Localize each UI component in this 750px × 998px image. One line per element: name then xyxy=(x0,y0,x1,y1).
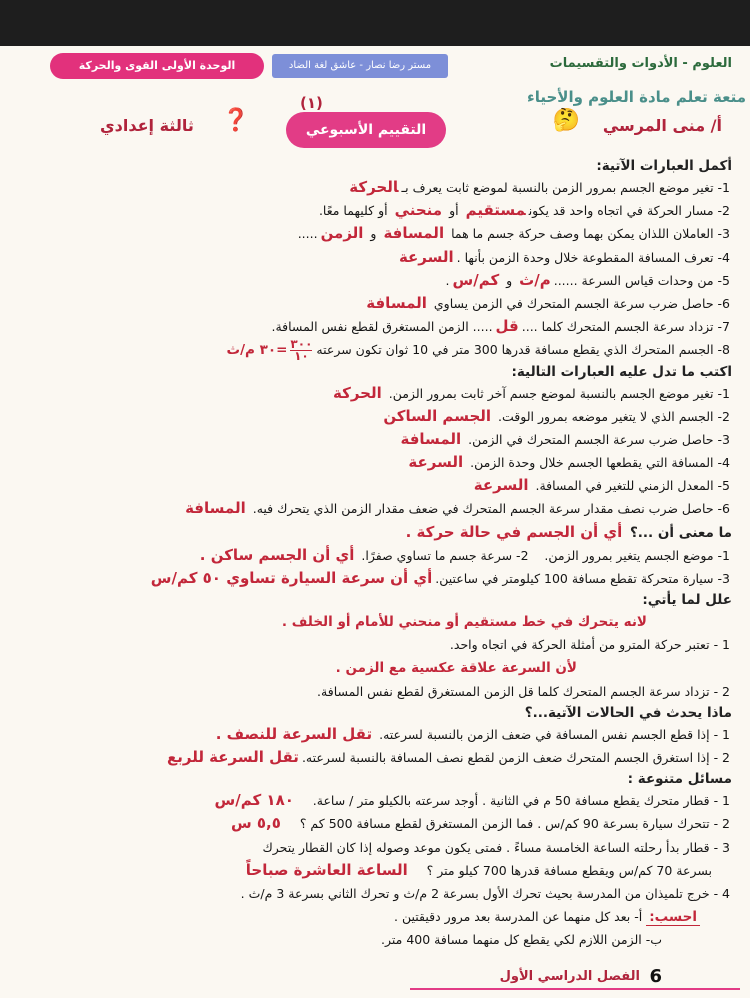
fraction: $\frac{٣٠٠}{١٠}$ xyxy=(290,338,313,362)
section-title-what-happens: ماذا يحدث في الحالات الآتية...؟ xyxy=(524,704,732,721)
header-subject: العلوم - الأدوات والتقسيمات xyxy=(549,56,732,71)
section-title-reason: علل لما يأتي: xyxy=(642,592,732,608)
assessment-number: (١) xyxy=(300,94,323,112)
list-item: 3 - قطار بدأ رحلته الساعة الخامسة مساءً . فمتى يكون موعد وصوله إذا كان القطار يتحرك xyxy=(262,839,730,855)
list-item: 1 - تعتبر حركة المترو من أمثلة الحركة في اتجاه واحد. xyxy=(449,637,730,653)
list-item: 1 - قطار متحرك يقطع مسافة 50 م في الثانية . أوجد سرعته بالكيلو متر / ساعة. ١٨٠ كم/س xyxy=(214,791,730,810)
section-title-meaning: ما معنى أن ...؟ أي أن الجسم في حالة حركة . xyxy=(405,522,732,541)
list-item: 3- العاملان اللذان يمكن بهما وصف حركة جسم ما هما المسافة و الزمن..... xyxy=(297,224,730,243)
list-item: 2- الجسم الذي لا يتغير موضعه بمرور الوقت. الجسم الساكن xyxy=(383,406,730,425)
term-label: الفصل الدراسي الأول xyxy=(499,969,640,984)
teacher-name: أ/ منى المرسي xyxy=(602,116,722,135)
list-item: 5- من وحدات قياس السرعة ......م/ث و كم/س. xyxy=(445,270,730,289)
list-item: 3- سيارة متحركة تقطع مسافة 100 كيلومتر في ساعتين.أي أن سرعة السيارة تساوي ٥٠ كم/س xyxy=(150,568,730,587)
list-item-answer: لأن السرعة علاقة عكسية مع الزمن . xyxy=(335,660,577,677)
list-item: 2 - إذا استغرق الجسم المتحرك ضعف الزمن لقطع نصف المسافة بالنسبة لسرعته.تقل السرعة للربع xyxy=(166,747,730,766)
list-item-answer: لانه يتحرك في خط مستقيم أو منحني للأمام أو الخلف . xyxy=(281,614,647,630)
list-item: 1- موضع الجسم يتغير بمرور الزمن. 2- سرعة جسم ما تساوي صفرًا. أي أن الجسم ساكن . xyxy=(199,545,730,564)
list-item: 5- المعدل الزمني للتغير في المسافة. السرعة xyxy=(473,476,730,495)
list-item: 2 - تزداد سرعة الجسم المتحرك كلما قل الزمن المستغرق لقطع نفس المسافة. xyxy=(317,683,730,699)
dark-top-strip xyxy=(0,0,750,46)
list-item: 8- الجسم المتحرك الذي يقطع مسافة قدرها 300 متر في 10 ثوان تكون سرعته $\frac{٣٠٠}{١٠}$ =٣٠ م/ث xyxy=(226,338,730,362)
page-number: 6 xyxy=(649,966,662,987)
list-item: 1 - إذا قطع الجسم نفس المسافة في ضعف الزمن بالنسبة لسرعته. تقل السرعة للنصف . xyxy=(215,724,730,743)
list-item: احسب: أ- بعد كل منهما عن المدرسة بعد مرور دقيقتين . xyxy=(14,905,740,928)
thinking-figure-icon: 🤔 xyxy=(552,108,580,133)
list-item: 4- تعرف المسافة المقطوعة خلال وحدة الزمن بأنها .السرعة xyxy=(398,247,730,266)
section-title-problems: مسائل متنوعة : xyxy=(627,771,732,788)
list-item: 7- تزداد سرعة الجسم المتحرك كلما ....قل..... الزمن المستغرق لقطع نفس المسافة. xyxy=(271,317,730,336)
section-title-complete: أكمل العبارات الآتية: xyxy=(596,158,732,174)
grade-label: ثالثة إعدادي xyxy=(100,116,194,135)
list-item: بسرعة 70 كم/س ويقطع مسافة قدرها 700 كيلو متر ؟ الساعة العاشرة صباحاً xyxy=(245,860,712,879)
footer-band xyxy=(410,988,740,990)
worksheet-body xyxy=(14,156,740,951)
list-item: 6- حاصل ضرب نصف مقدار سرعة الجسم المتحرك في ضعف مقدار الزمن الذي يتحرك فيه. المسافة xyxy=(185,499,730,518)
header-author-badge: مستر رضا نصار - عاشق لغة الضاد xyxy=(272,54,448,78)
assessment-title-badge: التقييم الأسبوعي xyxy=(286,112,446,148)
list-item: 4 - خرج تلميذان من المدرسة بحيث تحرك الأول بسرعة 2 م/ث و تحرك الثاني بسرعة 3 م/ث . xyxy=(240,885,730,901)
page-footer xyxy=(410,966,740,990)
question-figure-icon: ❓ xyxy=(222,108,250,133)
list-item: 2 - تتحرك سيارة بسرعة 90 كم/س . فما الزمن المستغرق لقطع مسافة 500 كم ؟ ٥,٥ س xyxy=(230,814,730,833)
list-item: 1- تغير موضع الجسم بالنسبة لموضع جسم آخر ثابت بمرور الزمن. الحركة xyxy=(333,383,730,402)
list-item: 2- مسار الحركة في اتجاه واحد قد يكونمستقيم أو منحني أو كليهما معًا. xyxy=(318,201,730,220)
list-item: 6- حاصل ضرب سرعة الجسم المتحرك في الزمن يساوي المسافة xyxy=(366,293,730,312)
list-item: 1- تغير موضع الجسم بمرور الزمن بالنسبة لموضع ثابت يعرف بـالحركة xyxy=(349,178,730,196)
list-item: 3- حاصل ضرب سرعة الجسم المتحرك في الزمن. المسافة xyxy=(400,429,730,448)
page-header xyxy=(10,50,740,86)
header-unit-badge: الوحدة الأولى القوى والحركة xyxy=(50,53,264,79)
list-item: 4- المسافة التي يقطعها الجسم خلال وحدة الزمن. السرعة xyxy=(408,453,730,472)
list-item: ب- الزمن اللازم لكي يقطع كل منهما مسافة 400 متر. xyxy=(381,932,662,948)
section-title-define: اكتب ما تدل عليه العبارات التالية: xyxy=(511,363,732,380)
slogan: متعة تعلم مادة العلوم والأحياء xyxy=(527,88,746,106)
